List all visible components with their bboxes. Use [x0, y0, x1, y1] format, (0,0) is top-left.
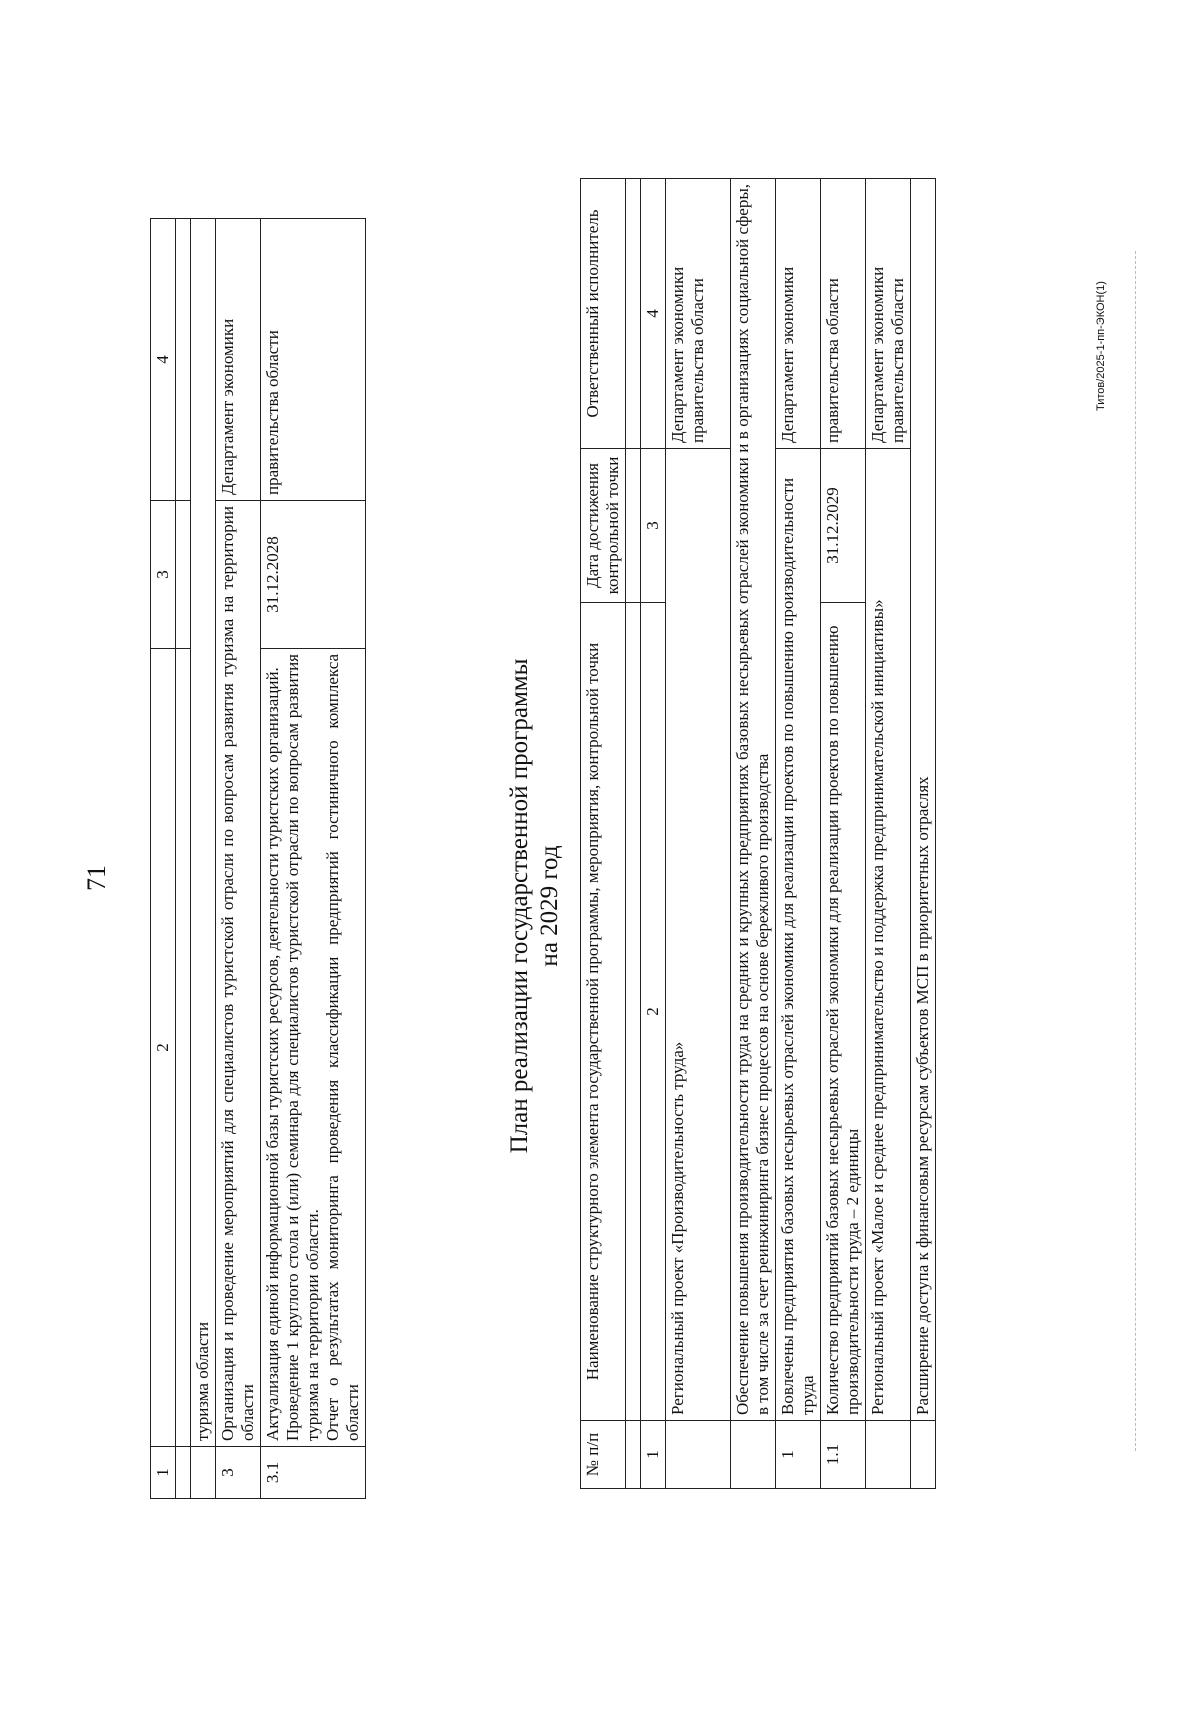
responsible: Департамент экономики [776, 179, 821, 449]
col-number: 1 [151, 1447, 176, 1499]
plan-table [580, 178, 936, 1489]
row-text-line: Отчет о результатах мониторинга проведения классификации предприятий гостиничного комплекса области [323, 654, 362, 1441]
row-number: 1.1 [821, 1421, 866, 1489]
row-text: Региональный проект «Малое и среднее предпринимательство и поддержка предпринимательской инициативы» [866, 449, 911, 1421]
page-number: 71 [82, 865, 111, 891]
plan-title [505, 351, 565, 1461]
col-number: 2 [641, 603, 666, 1421]
table-row [261, 219, 366, 1499]
responsible: Департамент экономики [216, 219, 261, 501]
header-responsible: Ответственный исполнитель [581, 179, 626, 449]
row-number [911, 1421, 936, 1489]
row-number [666, 1421, 731, 1489]
table-row [216, 219, 261, 1499]
row-number: 1 [776, 1421, 821, 1489]
col-number: 4 [641, 179, 666, 449]
row-text: Организация и проведение мероприятий для специалистов туристской отрасли по вопросам развития туризма на территории области [216, 501, 261, 1447]
row-text-line: Актуализация единой информационной базы туристских ресурсов, деятельности туристских организаций. [263, 667, 282, 1441]
column-number-row [641, 179, 666, 1489]
row-number: 3 [216, 1447, 261, 1499]
responsible: правительства области [261, 219, 366, 501]
column-number-row [151, 219, 176, 1499]
col-number: 4 [151, 219, 176, 501]
spacer-row [176, 219, 191, 1499]
date: 31.12.2029 [821, 449, 866, 603]
table-row [731, 179, 776, 1489]
table-row [666, 179, 731, 1489]
table-row [911, 179, 936, 1489]
col-number: 1 [641, 1421, 666, 1489]
date: 31.12.2028 [261, 501, 366, 649]
plan-title-line: на 2029 год [536, 845, 563, 967]
spacer-row [626, 179, 641, 1489]
row-number [866, 1421, 911, 1489]
responsible: Департамент экономики правительства области [666, 179, 731, 449]
row-text: Обеспечение повышения производительности труда на средних и крупных предприятиях базовых несырьевых отраслей экономики и в организациях социальной сферы, в том числе за счет реинжиниринга бизнес процессов на основе бережливого производства [731, 179, 776, 1421]
row-text: Региональный проект «Производительность труда» [666, 449, 731, 1421]
row-number [191, 1447, 216, 1499]
footer-code: Титов/2025-1-пп-ЭКОН(1) [1095, 281, 1107, 411]
header-number: № п/п [581, 1421, 626, 1489]
responsible: Департамент экономики правительства области [866, 179, 911, 449]
table-row [191, 219, 216, 1499]
col-number: 3 [151, 501, 176, 649]
row-text: туризма области [191, 219, 216, 1447]
row-number: 3.1 [261, 1447, 366, 1499]
responsible: правительства области [821, 179, 866, 449]
row-text: Количество предприятий базовых несырьевых отраслей экономики для реализации проектов по повышению производительности труда – 2 единицы [821, 603, 866, 1421]
row-text: Расширение доступа к финансовым ресурсам субъектов МСП в приоритетных отраслях [911, 179, 936, 1421]
continuation-table [150, 218, 366, 1499]
header-name: Наименование структурного элемента государственной программы, мероприятия, контрольной точки [581, 603, 626, 1421]
header-date: Дата достижения контрольной точки [581, 449, 626, 603]
row-text: Вовлечены предприятия базовых несырьевых отраслей экономики для реализации проектов по повышению производительности труда [776, 449, 821, 1421]
col-number: 3 [641, 449, 666, 603]
plan-title-line: План реализации государственной программы [506, 658, 533, 1154]
scan-marks [1135, 251, 1138, 1451]
table-row [866, 179, 911, 1489]
row-text [261, 649, 366, 1447]
row-number [731, 1421, 776, 1489]
row-text-line: Проведение 1 круглого стола и (или) семинара для специалистов туристской отрасли по вопросам развития туризма на территории области. [283, 654, 322, 1441]
table-row [776, 179, 821, 1489]
header-row [581, 179, 626, 1489]
table-row [821, 179, 866, 1489]
col-number: 2 [151, 649, 176, 1447]
